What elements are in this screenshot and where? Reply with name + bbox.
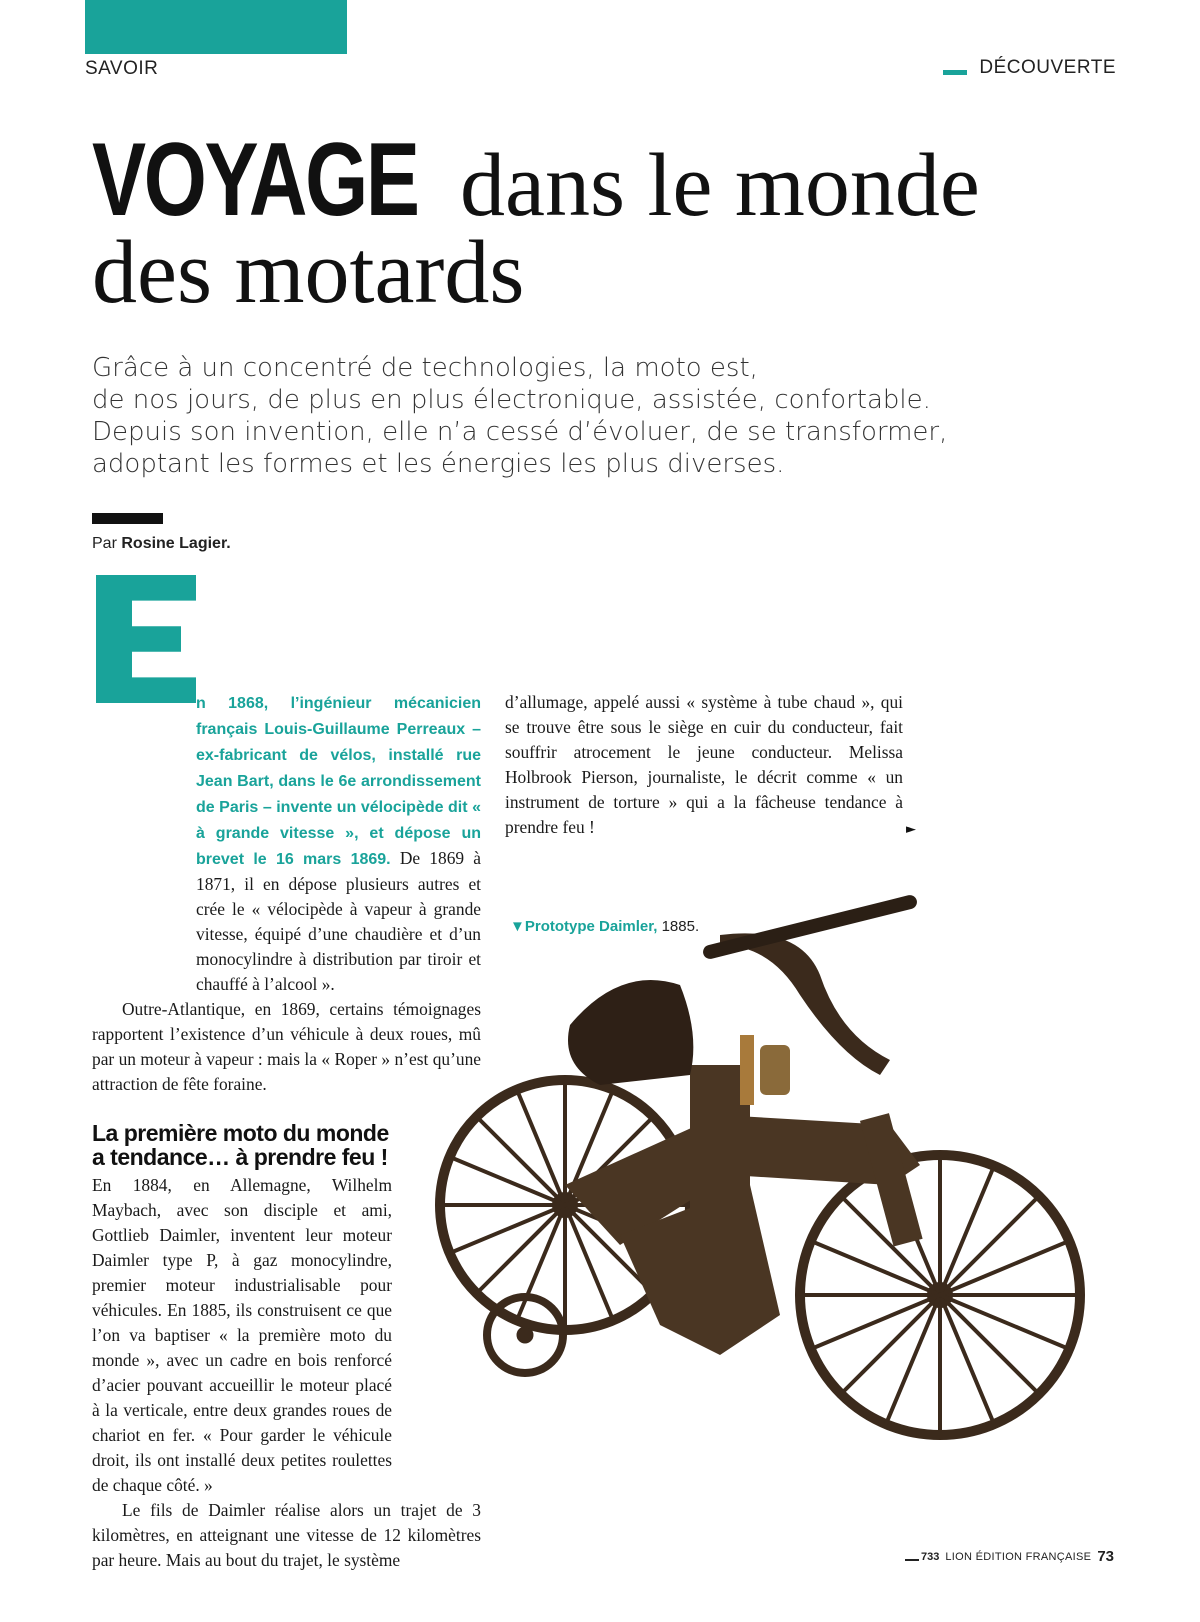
title-bold-word: VOYAGE: [92, 122, 418, 238]
intro-rest: De 1869 à 1871, il en dépose plusieurs autres et crée le « vélocipède à vapeur à grande vitesse, équipé d’une chaudière et d’un monocylindre à distribution par tiroir et chauffé à l’alcool ».: [196, 848, 482, 994]
issue-number: 733: [921, 1550, 940, 1563]
brass-tube: [740, 1035, 754, 1105]
standfirst-line: Grâce à un concentré de technologies, la moto est,: [92, 353, 758, 383]
caption-marker-icon: ▼: [510, 918, 525, 935]
footer-dash: [905, 1559, 919, 1561]
page-number: 73: [1097, 1548, 1114, 1565]
rubric-text: DÉCOUVERTE: [979, 57, 1116, 78]
subheading-line: La première moto du monde: [92, 1120, 389, 1146]
page-title: [92, 122, 1122, 322]
lead-text: n 1868, l’ingénieur mécanicien français Louis-Guillaume Perreaux – ex-fabricant de vélos, installé rue Jean Bart, dans le 6e arrondissement de Paris – invente un vélocipède dit « à grande vitesse », et dépose un brevet le 16 mars 1869.: [196, 695, 481, 868]
article-column-2: [505, 690, 903, 840]
paragraph: Outre-Atlantique, en 1869, certains témoignages rapportent l’existence d’un véhicule à deux roues, mû par un moteur à vapeur : mais la « Roper » n’est qu’une attraction de fête foraine.: [92, 999, 481, 1094]
standfirst-line: de nos jours, de plus en plus électronique, assistée, confortable.: [92, 385, 931, 415]
standfirst: [92, 352, 1092, 480]
continue-arrow-icon: ►: [906, 822, 916, 837]
caption-title: Prototype Daimler,: [524, 918, 658, 935]
section-color-bar: [85, 0, 347, 54]
byline-rule: [92, 513, 163, 524]
handlebar: [702, 894, 919, 961]
page-footer: [905, 1548, 1114, 1565]
byline-author: Rosine Lagier.: [121, 535, 231, 552]
drop-cap-letter-e: [96, 575, 196, 703]
section-label: SAVOIR: [85, 58, 159, 79]
paragraph: Le fils de Daimler réalise alors un trajet de 3 kilomètres, en atteignant une vitesse de 12 kilomètres par heure. Mais au bout du trajet, le système: [92, 1500, 481, 1570]
caption-year: 1885.: [657, 918, 700, 935]
byline: [92, 535, 231, 553]
rubric-label: [943, 57, 1116, 79]
paragraph: d’allumage, appelé aussi « système à tube chaud », qui se trouve être sous le siège en cuir du conducteur, fait souffrir atrocement le jeune conducteur. Melissa Holbrook Pierson, journaliste, le décrit comme « un instrument de torture » qui a la fâcheuse tendance à prendre feu !: [505, 692, 903, 837]
title-line1-rest: dans le monde: [460, 136, 980, 235]
byline-prefix: Par: [92, 535, 117, 552]
subheading-line: a tendance… à prendre feu !: [92, 1144, 388, 1170]
rubric-dash: [943, 70, 967, 75]
standfirst-line: adoptant les formes et les énergies les plus diverses.: [92, 449, 785, 479]
leather-seat: [568, 980, 693, 1085]
photo-caption: [510, 918, 699, 935]
standfirst-line: Depuis son invention, elle n’a cessé d’évoluer, de se transformer,: [92, 417, 948, 447]
daimler-motorcycle-photo: [420, 885, 1140, 1525]
publication-name: LION ÉDITION FRANÇAISE: [945, 1550, 1092, 1563]
paragraph: En 1884, en Allemagne, Wilhelm Maybach, avec son disciple et ami, Gottlieb Daimler, inventent leur moteur Daimler type P, à gaz monocylindre, premier moteur industrialisable pour véhicules. En 1885, ils construisent ce que l’on va baptiser « la première moto du monde », avec un cadre en bois renforcé d’acier pouvant accueillir le moteur placé à la verticale, entre deux grandes roues de chariot en fer. « Pour garder le véhicule droit, ils ont installé deux petites roulettes de chaque côté. »: [92, 1175, 392, 1495]
title-line2: des motards: [92, 223, 525, 322]
